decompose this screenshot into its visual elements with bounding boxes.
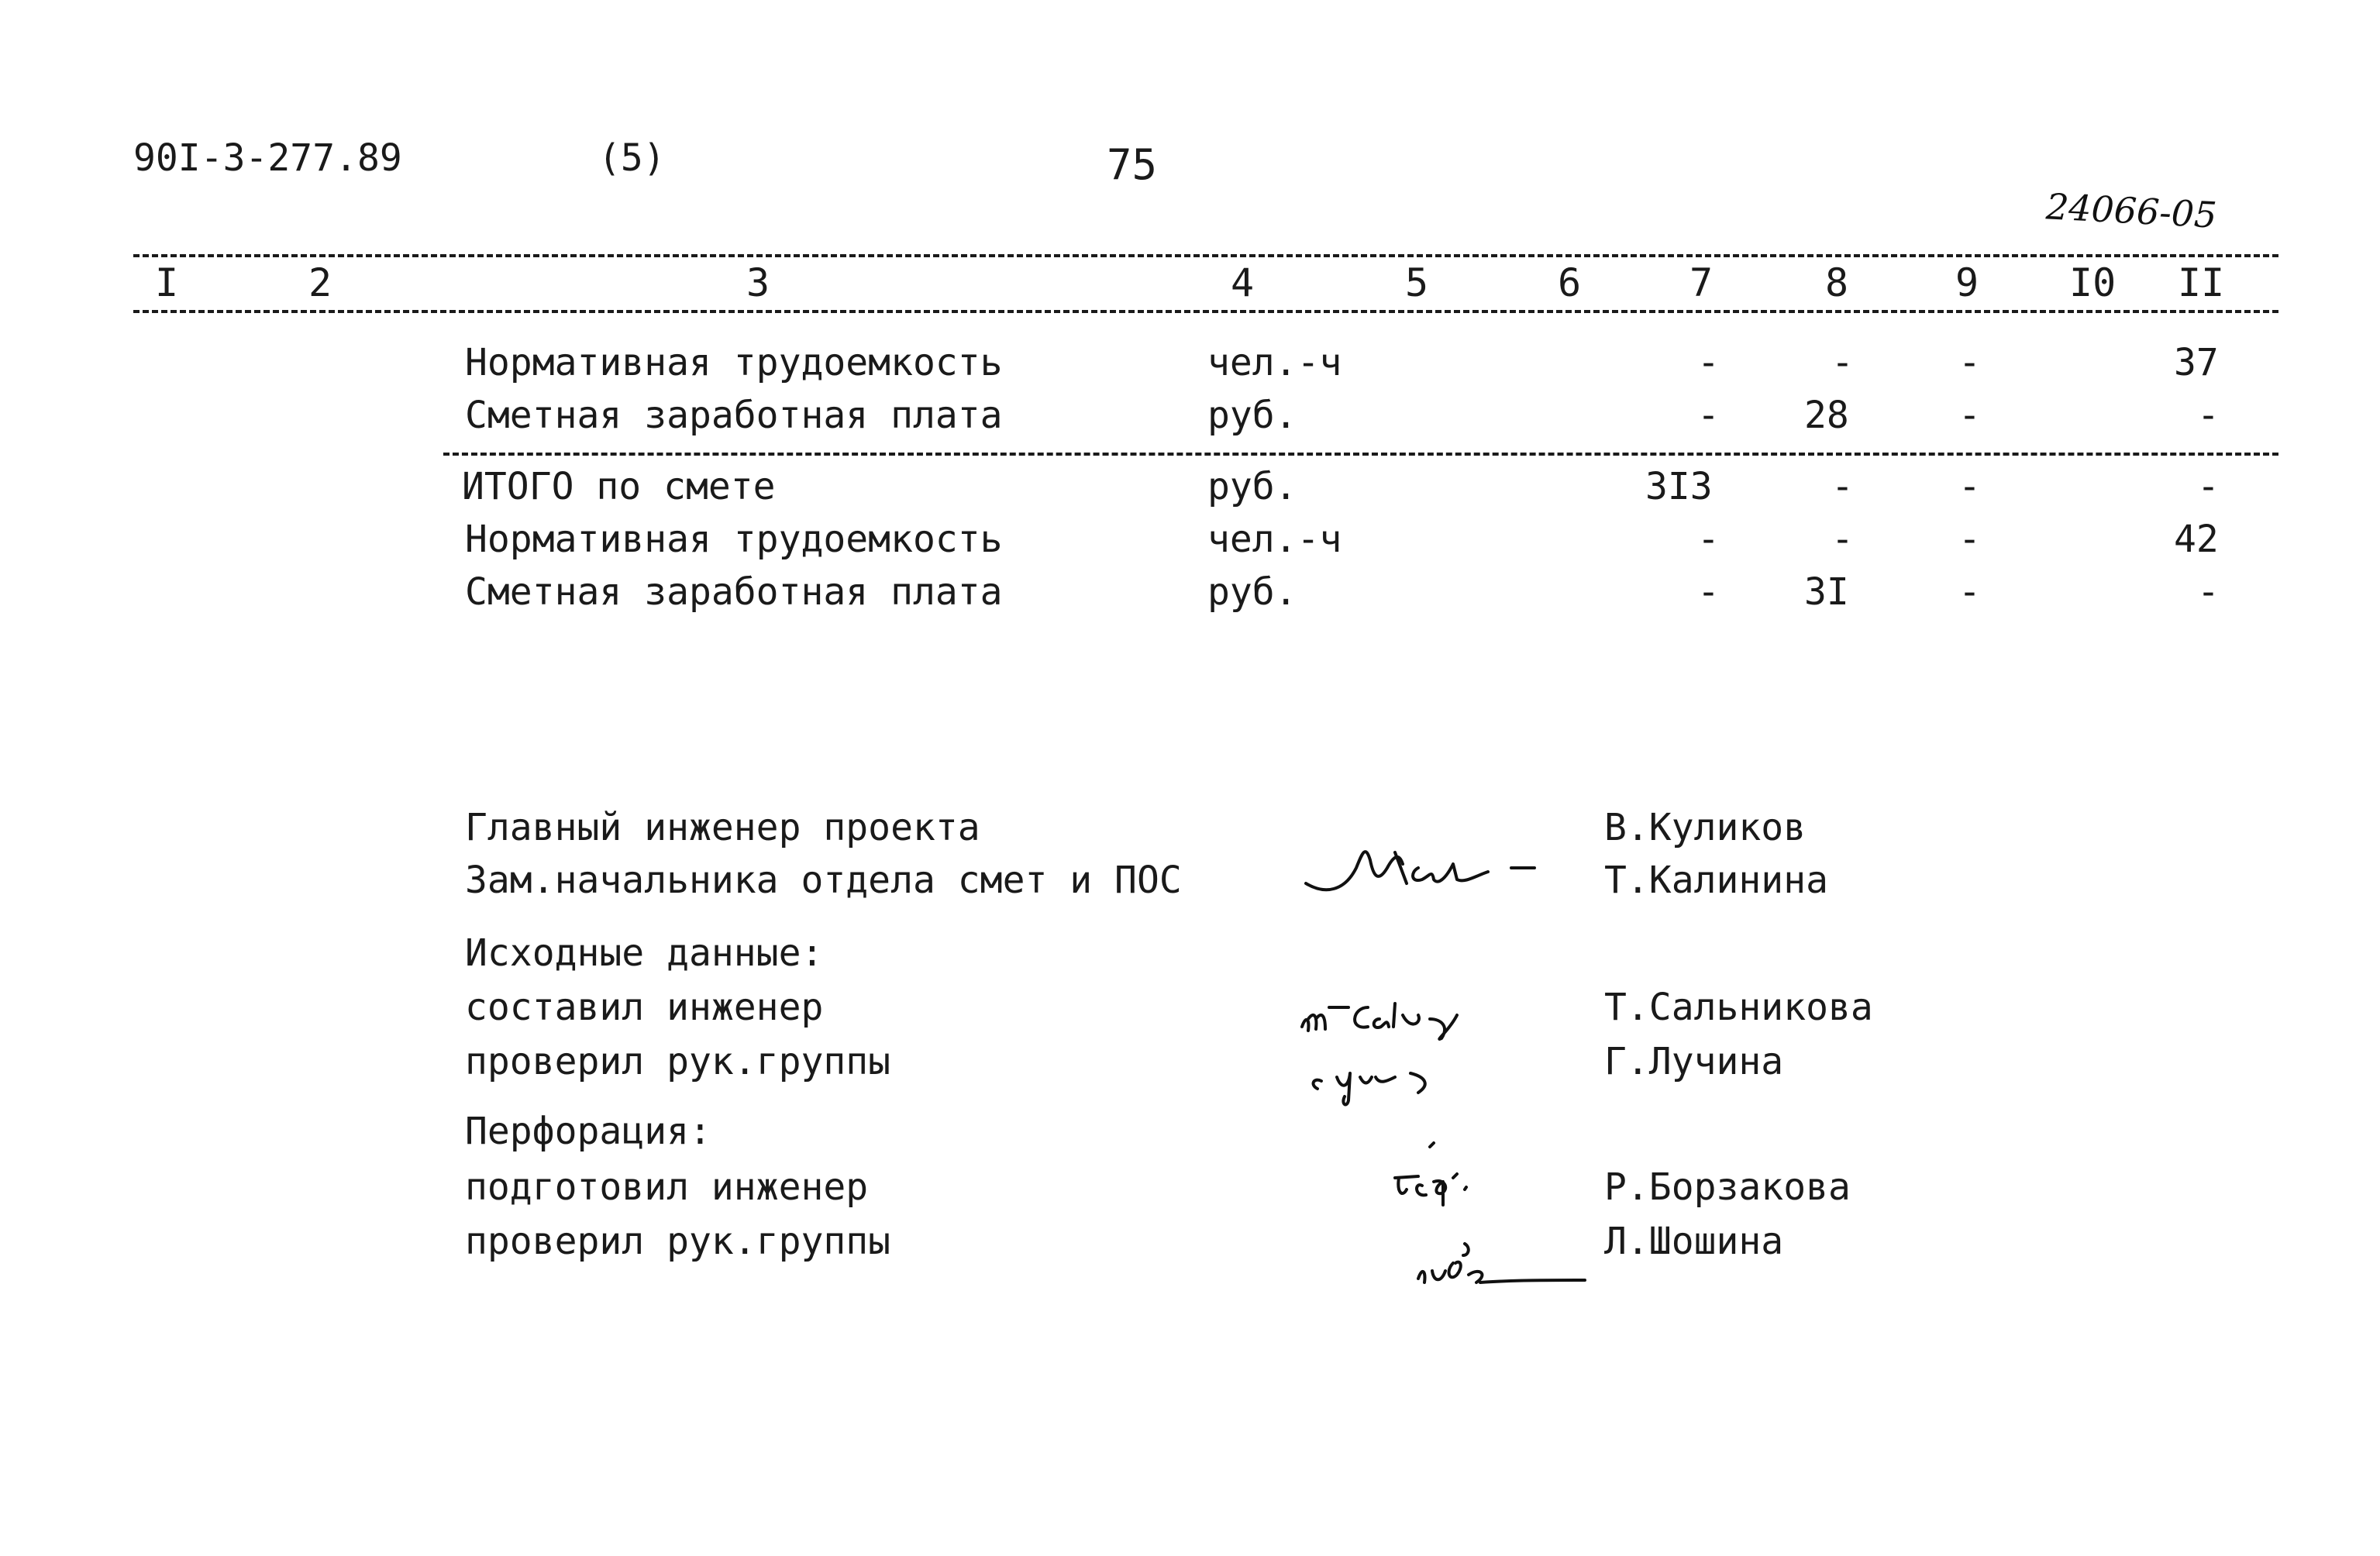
prepared-name: Р.Борзакова — [1604, 1165, 1851, 1209]
column-10-number: I0 — [2069, 260, 2117, 305]
column-4-number: 4 — [1231, 260, 1255, 305]
column-1-number: I — [155, 260, 179, 305]
row-3-unit: руб. — [1207, 465, 1297, 508]
checked-group-label-2: проверил рук.группы — [465, 1220, 891, 1263]
deputy-label: Зам.начальника отдела смет и ПОС — [465, 859, 1182, 902]
column-9-number: 9 — [1955, 260, 1979, 305]
row-3-col9: - — [1958, 465, 1981, 508]
chief-engineer-name: В.Куликов — [1604, 806, 1807, 849]
checked-group-name-1: Г.Лучина — [1604, 1040, 1784, 1083]
deputy-name: Т.Калинина — [1604, 859, 1828, 902]
signature-salnikova — [1294, 984, 1511, 1046]
prepared-label: подготовил инженер — [465, 1165, 869, 1209]
row-4-col8: - — [1831, 518, 1854, 561]
row-4-col11: 42 — [2174, 518, 2219, 561]
row-1-col11: 37 — [2174, 341, 2219, 384]
column-6-number: 6 — [1558, 260, 1582, 305]
column-8-number: 8 — [1825, 260, 1849, 305]
signature-luchina — [1302, 1042, 1503, 1112]
inventory-stamp: 24066-05 — [2044, 185, 2218, 236]
column-2-number: 2 — [308, 260, 332, 305]
row-1-name: Нормативная трудоемкость — [465, 341, 1003, 384]
source-data-heading: Исходные данные: — [465, 931, 824, 975]
row-4-col9: - — [1958, 518, 1981, 561]
checked-group-name-2: Л.Шошина — [1604, 1220, 1784, 1263]
row-1-col9: - — [1958, 341, 1981, 384]
row-3-col7: 3I3 — [1645, 465, 1713, 508]
row-5-name: Сметная заработная плата — [465, 570, 1003, 614]
row-5-col7: - — [1697, 570, 1720, 614]
signature-shoshina — [1410, 1232, 1596, 1302]
column-3-number: 3 — [746, 260, 770, 305]
compiled-name: Т.Сальникова — [1604, 986, 1873, 1029]
row-2-col8: 28 — [1804, 394, 1849, 437]
row-2-unit: руб. — [1207, 394, 1297, 437]
row-5-col11: - — [2197, 570, 2220, 614]
row-3-col8: - — [1831, 465, 1854, 508]
header-top-rule — [133, 254, 2278, 257]
row-1-col7: - — [1697, 341, 1720, 384]
row-4-col7: - — [1697, 518, 1720, 561]
row-1-col8: - — [1831, 341, 1854, 384]
row-4-unit: чел.-ч — [1207, 518, 1342, 561]
header-bottom-rule — [133, 310, 2278, 313]
part-number: (5) — [598, 136, 666, 180]
row-5-unit: руб. — [1207, 570, 1297, 614]
compiled-label: составил инженер — [465, 986, 824, 1029]
subtotal-rule — [443, 453, 2278, 456]
row-3-name: ИТОГО по смете — [462, 465, 776, 508]
document-code: 90I-3-277.89 — [133, 136, 402, 180]
row-2-col7: - — [1697, 394, 1720, 437]
column-7-number: 7 — [1689, 260, 1714, 305]
row-2-name: Сметная заработная плата — [465, 394, 1003, 437]
checked-group-label-1: проверил рук.группы — [465, 1040, 891, 1083]
row-5-col8: 3I — [1804, 570, 1849, 614]
signature-kalinina — [1302, 837, 1550, 907]
page-number: 75 — [1107, 140, 1158, 189]
row-4-name: Нормативная трудоемкость — [465, 518, 1003, 561]
row-1-unit: чел.-ч — [1207, 341, 1342, 384]
row-2-col9: - — [1958, 394, 1981, 437]
row-2-col11: - — [2197, 394, 2220, 437]
signature-borzakova — [1387, 1139, 1542, 1224]
chief-engineer-label: Главный инженер проекта — [465, 806, 980, 849]
row-5-col9: - — [1958, 570, 1981, 614]
perforation-heading: Перфорация: — [465, 1110, 711, 1153]
column-11-number: II — [2178, 260, 2225, 305]
column-5-number: 5 — [1405, 260, 1429, 305]
row-3-col11: - — [2197, 465, 2220, 508]
